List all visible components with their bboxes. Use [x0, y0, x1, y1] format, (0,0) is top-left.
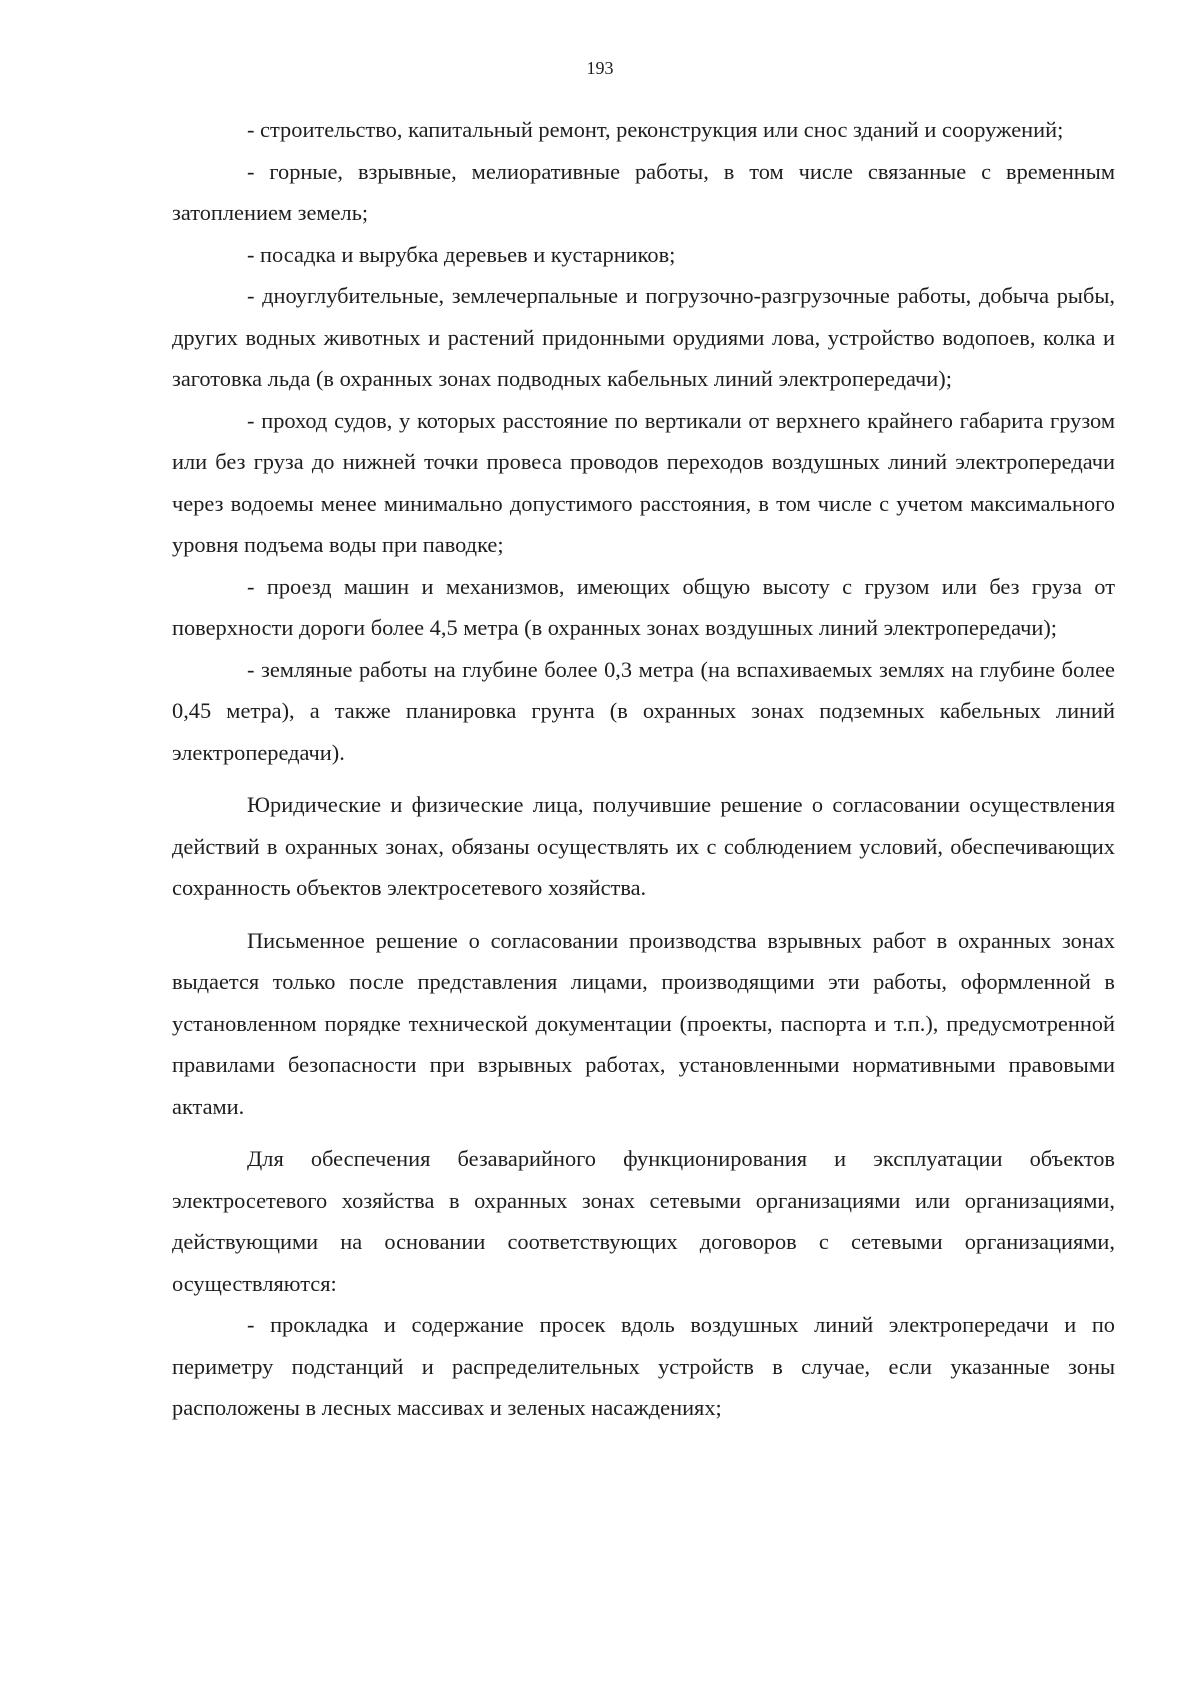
document-body	[172, 109, 1115, 1429]
page-number: 193	[586, 58, 614, 78]
paragraph-mining-works: - горные, взрывные, мелиоративные работы, в том числе связанные с временным затоплением земель;	[172, 158, 1115, 225]
paragraph-tree-planting: - посадка и вырубка деревьев и кустарников;	[247, 241, 676, 267]
paragraph-earth-works: - земляные работы на глубине более 0,3 метра (на вспахиваемых землях на глубине более 0,45 метра), а также планировка грунта (в охранных зонах подземных кабельных линий электропередачи).	[172, 656, 1115, 765]
paragraph-blasting-approval: Письменное решение о согласовании производства взрывных работ в охранных зонах выдается только после представления лицами, производящими эти работы, оформленной в установленном порядке технической документации (проекты, паспорта и т.п.), предусмотренной правилами безопасности при взрывных работах, установленными нормативными правовыми актами.	[172, 927, 1115, 1119]
paragraph-ship-passage: - проход судов, у которых расстояние по вертикали от верхнего крайнего габарита грузом или без груза до нижней точки провеса проводов переходов воздушных линий электропередачи через водоемы менее минимально допустимого расстояния, в том числе с учетом максимального уровня подъема воды при паводке;	[172, 407, 1115, 557]
paragraph-network-operations: Для обеспечения безаварийного функционирования и эксплуатации объектов электросетевого хозяйства в охранных зонах сетевыми организациями или организациями, действующими на основании соответствующих договоров с сетевыми организациями, осуществляются:	[172, 1146, 1115, 1296]
paragraph-legal-entities: Юридические и физические лица, получившие решение о согласовании осуществления действий в охранных зонах, обязаны осуществлять их с соблюдением условий, обеспечивающих сохранность объектов электросетевого хозяйства.	[172, 792, 1115, 900]
paragraph-clearings: - прокладка и содержание просек вдоль воздушных линий электропередачи и по периметру подстанций и распределительных устройств в случае, если указанные зоны расположены в лесных массивах и зеленых насаждениях;	[172, 1312, 1115, 1420]
paragraph-construction: - строительство, капитальный ремонт, реконструкция или снос зданий и сооружений;	[247, 117, 1064, 142]
paragraph-vehicle-passage: - проезд машин и механизмов, имеющих общую высоту с грузом или без груза от поверхности дороги более 4,5 метра (в охранных зонах воздушных линий электропередачи);	[172, 573, 1115, 640]
paragraph-dredging-works: - дноуглубительные, землечерпальные и погрузочно-разгрузочные работы, добыча рыбы, других водных животных и растений придонными орудиями лова, устройство водопоев, колка и заготовка льда (в охранных зонах подводных кабельных линий электропередачи);	[172, 283, 1115, 391]
